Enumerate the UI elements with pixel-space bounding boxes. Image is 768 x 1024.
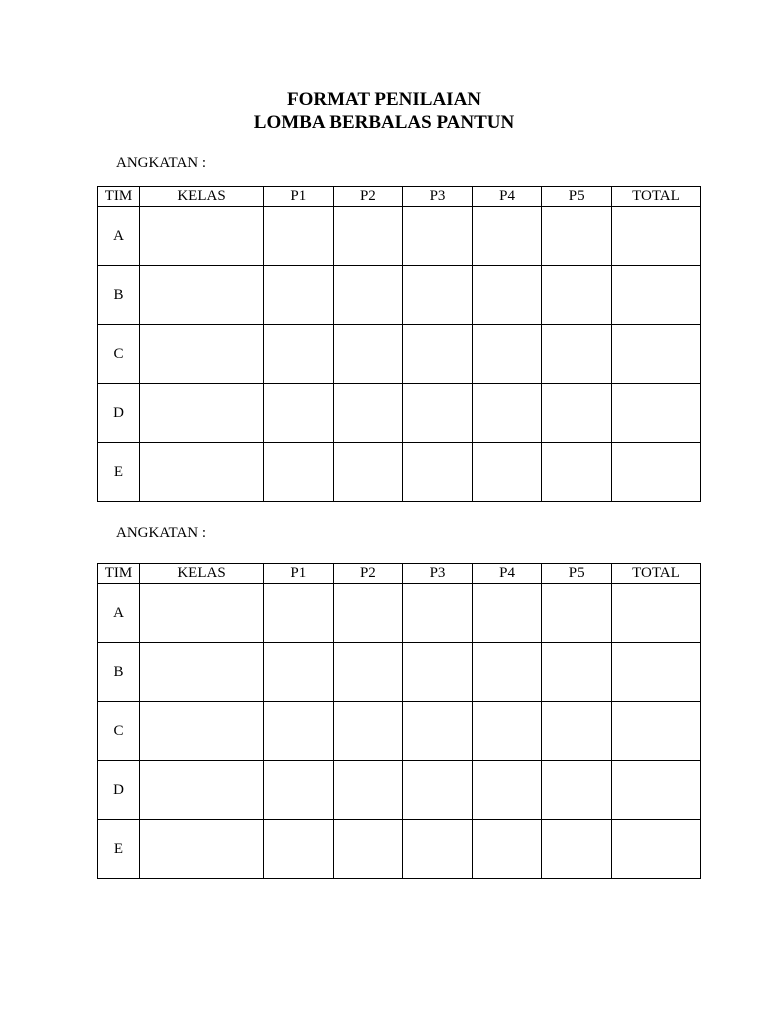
header-p2: P2: [333, 187, 403, 207]
total-cell[interactable]: [611, 702, 700, 761]
team-cell: C: [98, 325, 140, 384]
kelas-cell[interactable]: [140, 384, 264, 443]
table-row: [98, 207, 701, 266]
score-cell-p5[interactable]: [542, 207, 612, 266]
team-cell: A: [98, 584, 140, 643]
score-cell-p4[interactable]: [472, 820, 542, 879]
score-cell-p1[interactable]: [264, 820, 334, 879]
kelas-cell[interactable]: [140, 266, 264, 325]
total-cell[interactable]: [611, 820, 700, 879]
score-cell-p3[interactable]: [403, 584, 473, 643]
kelas-cell[interactable]: [140, 325, 264, 384]
table-header-row: [98, 187, 701, 207]
header-p3: P3: [403, 564, 473, 584]
score-cell-p5[interactable]: [542, 761, 612, 820]
team-cell: E: [98, 443, 140, 502]
score-cell-p1[interactable]: [264, 702, 334, 761]
score-cell-p3[interactable]: [403, 820, 473, 879]
kelas-cell[interactable]: [140, 207, 264, 266]
table-header-row: [98, 564, 701, 584]
score-cell-p5[interactable]: [542, 266, 612, 325]
score-cell-p2[interactable]: [333, 266, 403, 325]
score-cell-p3[interactable]: [403, 384, 473, 443]
angkatan-label: ANGKATAN :: [116, 525, 207, 541]
total-cell[interactable]: [611, 761, 700, 820]
table-row: [98, 443, 701, 502]
score-cell-p2[interactable]: [333, 384, 403, 443]
table-row: [98, 702, 701, 761]
score-cell-p3[interactable]: [403, 443, 473, 502]
score-cell-p4[interactable]: [472, 643, 542, 702]
team-cell: B: [98, 266, 140, 325]
team-cell: B: [98, 643, 140, 702]
kelas-cell[interactable]: [140, 643, 264, 702]
table-row: [98, 761, 701, 820]
total-cell[interactable]: [611, 643, 700, 702]
total-cell[interactable]: [611, 584, 700, 643]
kelas-cell[interactable]: [140, 820, 264, 879]
score-cell-p3[interactable]: [403, 761, 473, 820]
kelas-cell[interactable]: [140, 584, 264, 643]
score-cell-p5[interactable]: [542, 443, 612, 502]
kelas-cell[interactable]: [140, 443, 264, 502]
header-tim: TIM: [98, 187, 140, 207]
document-title-line-1: FORMAT PENILAIAN: [286, 89, 482, 110]
header-p5: P5: [542, 187, 612, 207]
total-cell[interactable]: [611, 266, 700, 325]
header-total: TOTAL: [611, 564, 700, 584]
team-cell: D: [98, 384, 140, 443]
score-cell-p1[interactable]: [264, 266, 334, 325]
kelas-cell[interactable]: [140, 761, 264, 820]
score-cell-p5[interactable]: [542, 325, 612, 384]
header-p1: P1: [264, 564, 334, 584]
header-p4: P4: [472, 564, 542, 584]
score-cell-p4[interactable]: [472, 266, 542, 325]
score-cell-p1[interactable]: [264, 443, 334, 502]
table-row: [98, 266, 701, 325]
header-total: TOTAL: [611, 187, 700, 207]
score-cell-p1[interactable]: [264, 761, 334, 820]
score-cell-p4[interactable]: [472, 443, 542, 502]
score-cell-p5[interactable]: [542, 643, 612, 702]
score-cell-p2[interactable]: [333, 643, 403, 702]
table-row: [98, 584, 701, 643]
score-cell-p2[interactable]: [333, 584, 403, 643]
total-cell[interactable]: [611, 384, 700, 443]
header-p5: P5: [542, 564, 612, 584]
header-p4: P4: [472, 187, 542, 207]
document-title-line-2: LOMBA BERBALAS PANTUN: [253, 112, 515, 133]
team-cell: D: [98, 761, 140, 820]
score-cell-p3[interactable]: [403, 207, 473, 266]
score-cell-p1[interactable]: [264, 207, 334, 266]
score-cell-p2[interactable]: [333, 207, 403, 266]
score-cell-p3[interactable]: [403, 702, 473, 761]
header-p2: P2: [333, 564, 403, 584]
table-row: [98, 820, 701, 879]
score-cell-p1[interactable]: [264, 325, 334, 384]
score-cell-p2[interactable]: [333, 443, 403, 502]
score-cell-p3[interactable]: [403, 643, 473, 702]
score-cell-p4[interactable]: [472, 384, 542, 443]
header-tim: TIM: [98, 564, 140, 584]
header-p1: P1: [264, 187, 334, 207]
score-cell-p2[interactable]: [333, 325, 403, 384]
header-kelas: KELAS: [140, 187, 264, 207]
team-cell: C: [98, 702, 140, 761]
total-cell[interactable]: [611, 207, 700, 266]
total-cell[interactable]: [611, 325, 700, 384]
score-cell-p1[interactable]: [264, 584, 334, 643]
header-kelas: KELAS: [140, 564, 264, 584]
score-cell-p2[interactable]: [333, 761, 403, 820]
score-cell-p4[interactable]: [472, 761, 542, 820]
score-cell-p1[interactable]: [264, 643, 334, 702]
score-cell-p4[interactable]: [472, 584, 542, 643]
score-cell-p4[interactable]: [472, 325, 542, 384]
score-cell-p5[interactable]: [542, 702, 612, 761]
score-cell-p4[interactable]: [472, 207, 542, 266]
score-cell-p5[interactable]: [542, 584, 612, 643]
score-cell-p3[interactable]: [403, 325, 473, 384]
angkatan-label: ANGKATAN :: [116, 155, 207, 171]
team-cell: A: [98, 207, 140, 266]
score-cell-p2[interactable]: [333, 820, 403, 879]
table-row: [98, 384, 701, 443]
score-cell-p3[interactable]: [403, 266, 473, 325]
score-cell-p5[interactable]: [542, 384, 612, 443]
score-cell-p2[interactable]: [333, 702, 403, 761]
score-cell-p1[interactable]: [264, 384, 334, 443]
kelas-cell[interactable]: [140, 702, 264, 761]
table-row: [98, 325, 701, 384]
score-cell-p4[interactable]: [472, 702, 542, 761]
score-table: [97, 186, 701, 502]
table-row: [98, 643, 701, 702]
score-cell-p5[interactable]: [542, 820, 612, 879]
score-table: [97, 563, 701, 879]
header-p3: P3: [403, 187, 473, 207]
team-cell: E: [98, 820, 140, 879]
total-cell[interactable]: [611, 443, 700, 502]
